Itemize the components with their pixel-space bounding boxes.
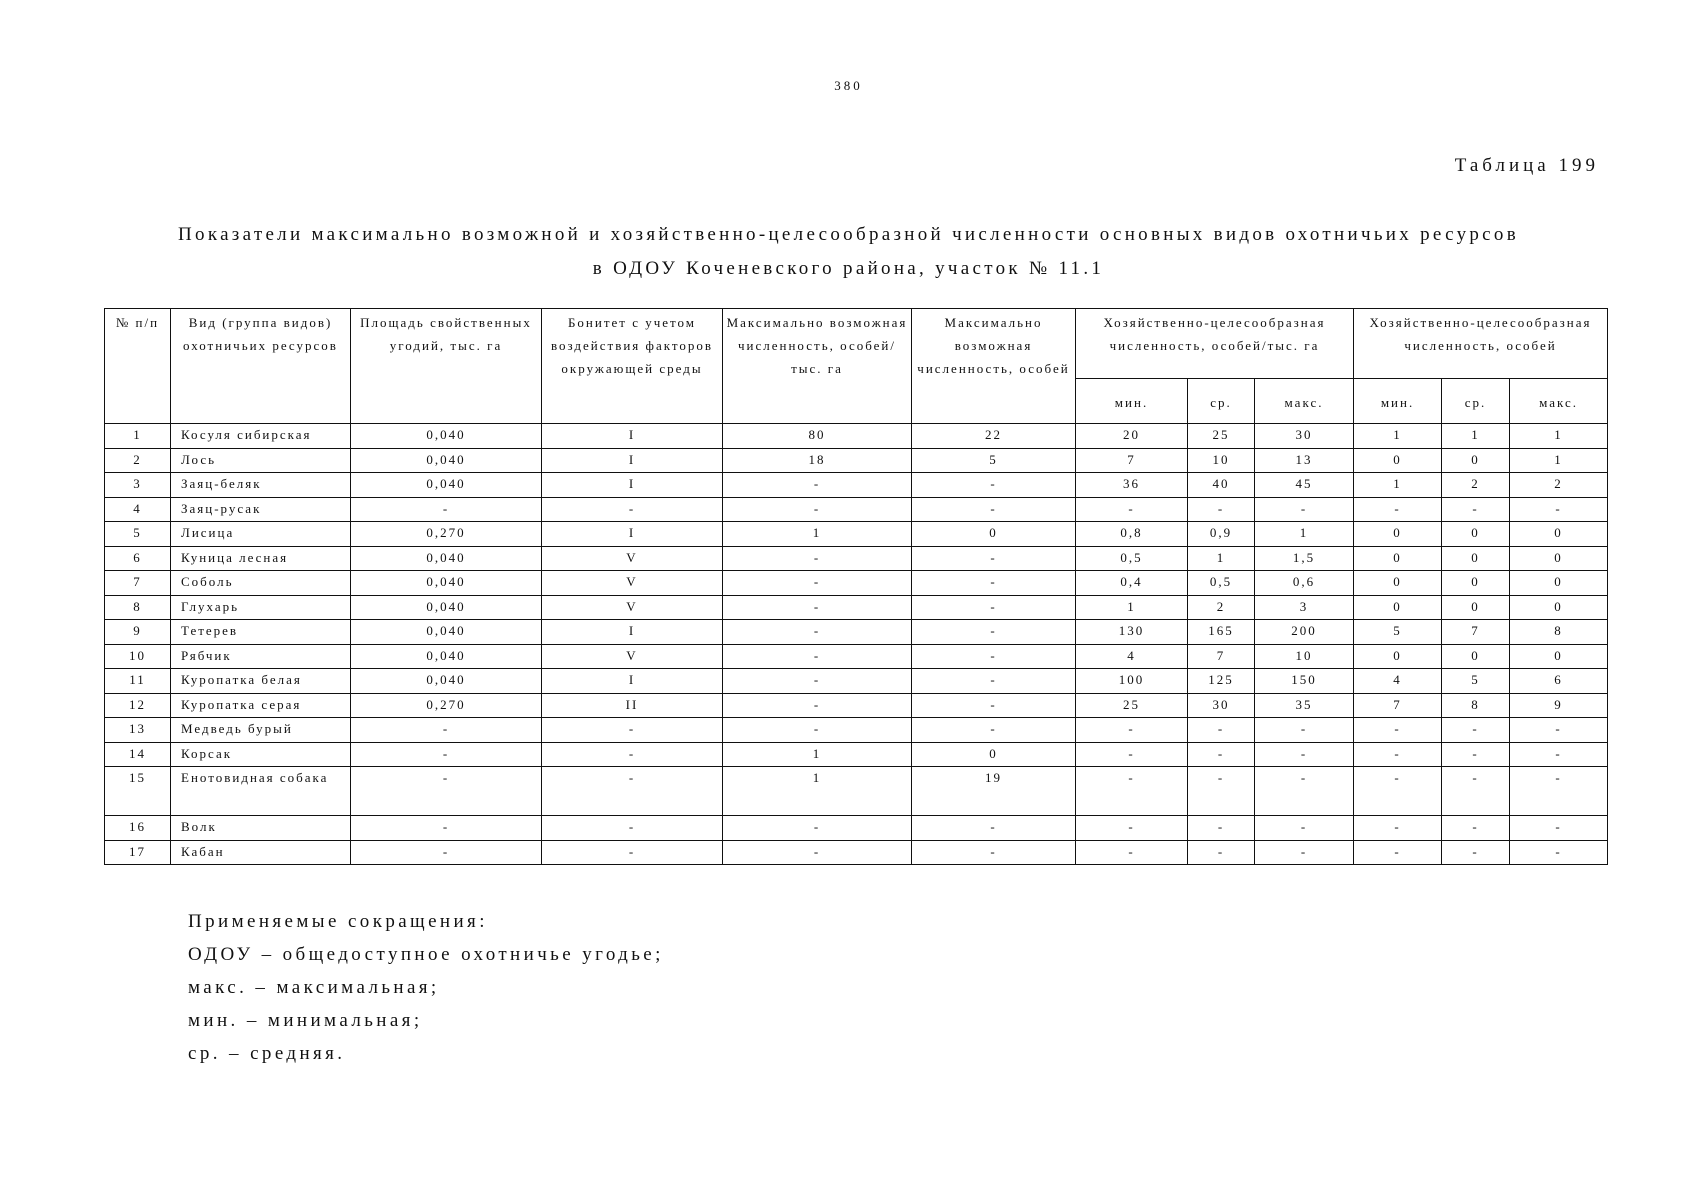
cell-econ-density-avg: 25 [1188,424,1255,449]
cell-species: Волк [171,816,351,841]
cell-econ-density-min: 0,8 [1076,522,1188,547]
cell-max-count: 5 [912,448,1076,473]
cell-econ-count-avg: 0 [1442,595,1510,620]
cell-econ-count-avg: - [1442,718,1510,743]
cell-max-density: - [723,595,912,620]
table-title-line-2: в ОДОУ Коченевского района, участок № 11.1 [592,258,1105,279]
cell-econ-density-min: - [1076,742,1188,767]
cell-econ-count-max: 1 [1510,424,1608,449]
cell-econ-count-max: 0 [1510,522,1608,547]
cell-bonitet: - [542,816,723,841]
cell-num: 15 [105,767,171,816]
cell-num: 5 [105,522,171,547]
cell-area: 0,040 [351,644,542,669]
cell-econ-count-min: 0 [1354,522,1442,547]
cell-econ-count-avg: 5 [1442,669,1510,694]
cell-econ-count-avg: - [1442,497,1510,522]
cell-econ-density-min: 1 [1076,595,1188,620]
notes-heading: Применяемые сокращения: [188,911,488,932]
cell-area: 0,040 [351,669,542,694]
header-max-count: Максимально возможная численность, особей [912,309,1076,424]
cell-bonitet: II [542,693,723,718]
cell-num: 9 [105,620,171,645]
cell-max-density: - [723,473,912,498]
cell-econ-count-avg: 7 [1442,620,1510,645]
cell-bonitet: - [542,767,723,816]
cell-area: 0,040 [351,595,542,620]
cell-max-density: 18 [723,448,912,473]
cell-species: Куница лесная [171,546,351,571]
cell-econ-count-max: 8 [1510,620,1608,645]
cell-econ-count-avg: 0 [1442,644,1510,669]
cell-bonitet: I [542,522,723,547]
cell-species: Тетерев [171,620,351,645]
cell-species: Заяц-беляк [171,473,351,498]
cell-max-density: - [723,644,912,669]
cell-species: Косуля сибирская [171,424,351,449]
cell-econ-count-max: - [1510,497,1608,522]
cell-max-density: - [723,693,912,718]
cell-econ-count-avg: - [1442,767,1510,816]
cell-econ-count-max: 0 [1510,644,1608,669]
cell-econ-count-avg: - [1442,816,1510,841]
table-label: Таблица 199 [1454,155,1599,176]
cell-econ-count-min: 4 [1354,669,1442,694]
cell-num: 8 [105,595,171,620]
cell-species: Соболь [171,571,351,596]
cell-econ-density-avg: 7 [1188,644,1255,669]
cell-bonitet: - [542,718,723,743]
cell-econ-count-min: - [1354,497,1442,522]
cell-max-density: 80 [723,424,912,449]
cell-bonitet: V [542,546,723,571]
cell-econ-density-avg: 165 [1188,620,1255,645]
cell-econ-density-min: - [1076,718,1188,743]
cell-econ-count-max: - [1510,840,1608,865]
cell-econ-count-avg: 0 [1442,522,1510,547]
cell-area: - [351,718,542,743]
cell-max-density: 1 [723,742,912,767]
cell-econ-density-avg: 1 [1188,546,1255,571]
cell-max-count: - [912,644,1076,669]
table-row [105,718,1608,743]
cell-species: Енотовидная собака [171,767,351,816]
cell-econ-density-max: - [1255,840,1354,865]
cell-area: 0,270 [351,522,542,547]
cell-econ-count-min: 0 [1354,644,1442,669]
cell-econ-density-max: 0,6 [1255,571,1354,596]
table-row [105,620,1608,645]
cell-econ-count-min: - [1354,742,1442,767]
cell-species: Лисица [171,522,351,547]
cell-max-count: 0 [912,742,1076,767]
cell-species: Куропатка белая [171,669,351,694]
cell-econ-count-avg: - [1442,840,1510,865]
cell-econ-count-avg: 1 [1442,424,1510,449]
cell-num: 3 [105,473,171,498]
cell-econ-count-min: 0 [1354,546,1442,571]
cell-econ-count-max: 0 [1510,546,1608,571]
cell-max-count: - [912,571,1076,596]
note-max: макс. – максимальная; [188,977,440,998]
cell-econ-density-avg: 2 [1188,595,1255,620]
cell-econ-count-min: 7 [1354,693,1442,718]
cell-area: 0,040 [351,546,542,571]
cell-econ-density-min: 100 [1076,669,1188,694]
cell-econ-count-min: 0 [1354,595,1442,620]
cell-area: 0,270 [351,693,542,718]
cell-species: Куропатка серая [171,693,351,718]
cell-max-count: - [912,669,1076,694]
table-row [105,522,1608,547]
cell-species: Заяц-русак [171,497,351,522]
cell-area: - [351,742,542,767]
cell-area: - [351,840,542,865]
cell-econ-count-max: 1 [1510,448,1608,473]
cell-econ-density-max: 1 [1255,522,1354,547]
cell-econ-density-max: - [1255,742,1354,767]
cell-econ-density-avg: - [1188,840,1255,865]
cell-econ-density-avg: - [1188,497,1255,522]
cell-max-density: - [723,497,912,522]
cell-econ-count-avg: 0 [1442,546,1510,571]
table-row [105,644,1608,669]
cell-bonitet: - [542,742,723,767]
cell-econ-density-max: 45 [1255,473,1354,498]
cell-econ-density-avg: 125 [1188,669,1255,694]
cell-econ-density-min: 7 [1076,448,1188,473]
cell-econ-count-min: - [1354,718,1442,743]
cell-species: Лось [171,448,351,473]
cell-max-density: - [723,718,912,743]
header-area: Площадь свойственных угодий, тыс. га [351,309,542,424]
cell-econ-count-avg: 2 [1442,473,1510,498]
cell-max-count: 0 [912,522,1076,547]
cell-econ-density-avg: - [1188,718,1255,743]
table-row [105,473,1608,498]
table-row [105,669,1608,694]
cell-max-density: - [723,669,912,694]
cell-econ-count-max: - [1510,767,1608,816]
note-odou: ОДОУ – общедоступное охотничье угодье; [188,944,664,965]
header-econ-count: Хозяйственно-целесообразная численность, особей [1354,309,1608,379]
cell-num: 10 [105,644,171,669]
cell-econ-density-avg: 40 [1188,473,1255,498]
table-row [105,424,1608,449]
cell-econ-count-max: - [1510,718,1608,743]
cell-econ-count-avg: - [1442,742,1510,767]
cell-max-count: 22 [912,424,1076,449]
table-body [105,424,1608,865]
cell-econ-density-min: 4 [1076,644,1188,669]
cell-econ-count-min: - [1354,816,1442,841]
header-econ-count-min: мин. [1354,379,1442,424]
cell-area: - [351,816,542,841]
cell-max-density: - [723,816,912,841]
cell-num: 13 [105,718,171,743]
cell-bonitet: - [542,497,723,522]
note-avg: ср. – средняя. [188,1043,346,1064]
cell-econ-density-avg: 0,9 [1188,522,1255,547]
header-num: № п/п [105,309,171,424]
cell-econ-count-max: 2 [1510,473,1608,498]
cell-econ-count-min: 1 [1354,424,1442,449]
cell-max-count: - [912,546,1076,571]
table-row [105,840,1608,865]
abbreviations-notes [188,905,664,1070]
header-econ-density-min: мин. [1076,379,1188,424]
cell-econ-density-min: 0,5 [1076,546,1188,571]
header-bonitet: Бонитет с учетом воздействия факторов окружающей среды [542,309,723,424]
cell-species: Глухарь [171,595,351,620]
cell-econ-count-min: 0 [1354,448,1442,473]
cell-econ-count-max: 0 [1510,595,1608,620]
cell-area: 0,040 [351,424,542,449]
cell-econ-density-min: 25 [1076,693,1188,718]
header-max-density: Максимально возможная численность, особей/тыс. га [723,309,912,424]
page-number: 380 [834,78,863,93]
cell-bonitet: I [542,424,723,449]
cell-max-density: 1 [723,522,912,547]
cell-econ-density-max: 13 [1255,448,1354,473]
cell-econ-density-avg: - [1188,767,1255,816]
cell-econ-density-max: 1,5 [1255,546,1354,571]
cell-num: 16 [105,816,171,841]
cell-area: 0,040 [351,620,542,645]
cell-econ-density-min: 36 [1076,473,1188,498]
cell-econ-density-avg: 10 [1188,448,1255,473]
cell-max-density: - [723,840,912,865]
cell-econ-density-avg: - [1188,742,1255,767]
cell-bonitet: I [542,620,723,645]
cell-area: - [351,767,542,816]
table-title [100,218,1597,286]
cell-econ-count-min: - [1354,767,1442,816]
cell-max-count: - [912,693,1076,718]
cell-econ-density-max: 3 [1255,595,1354,620]
cell-econ-density-max: - [1255,497,1354,522]
cell-area: 0,040 [351,571,542,596]
cell-econ-count-max: - [1510,742,1608,767]
table-row [105,767,1608,816]
cell-econ-count-min: - [1354,840,1442,865]
cell-econ-count-min: 1 [1354,473,1442,498]
table-row [105,448,1608,473]
cell-econ-count-max: - [1510,816,1608,841]
cell-econ-density-max: 10 [1255,644,1354,669]
cell-econ-count-max: 9 [1510,693,1608,718]
cell-econ-density-avg: 0,5 [1188,571,1255,596]
data-table [104,308,1608,865]
table-row [105,571,1608,596]
header-econ-density-avg: ср. [1188,379,1255,424]
cell-econ-count-min: 0 [1354,571,1442,596]
cell-max-count: - [912,816,1076,841]
table-row [105,546,1608,571]
cell-species: Корсак [171,742,351,767]
table-title-line-1: Показатели максимально возможной и хозяйственно-целесообразной численности основных видов охотничьих ресурсов [178,224,1519,245]
cell-max-count: - [912,497,1076,522]
cell-max-count: 19 [912,767,1076,816]
cell-num: 6 [105,546,171,571]
cell-econ-density-min: - [1076,816,1188,841]
cell-econ-density-max: 35 [1255,693,1354,718]
cell-num: 17 [105,840,171,865]
cell-econ-count-avg: 0 [1442,571,1510,596]
cell-econ-density-min: - [1076,497,1188,522]
cell-species: Кабан [171,840,351,865]
cell-num: 1 [105,424,171,449]
cell-num: 12 [105,693,171,718]
cell-econ-density-max: 30 [1255,424,1354,449]
cell-econ-count-avg: 0 [1442,448,1510,473]
table-row [105,497,1608,522]
cell-bonitet: V [542,595,723,620]
cell-area: - [351,497,542,522]
cell-econ-density-min: 20 [1076,424,1188,449]
cell-num: 11 [105,669,171,694]
cell-area: 0,040 [351,448,542,473]
cell-econ-density-avg: - [1188,816,1255,841]
header-econ-density-max: макс. [1255,379,1354,424]
cell-max-count: - [912,718,1076,743]
header-econ-density: Хозяйственно-целесообразная численность, особей/тыс. га [1076,309,1354,379]
cell-max-count: - [912,620,1076,645]
cell-max-density: - [723,620,912,645]
table-row [105,742,1608,767]
cell-max-density: - [723,546,912,571]
cell-econ-count-avg: 8 [1442,693,1510,718]
cell-econ-density-min: 0,4 [1076,571,1188,596]
header-econ-count-max: макс. [1510,379,1608,424]
cell-econ-density-max: - [1255,767,1354,816]
cell-num: 2 [105,448,171,473]
cell-area: 0,040 [351,473,542,498]
cell-econ-count-max: 6 [1510,669,1608,694]
table-row [105,693,1608,718]
table-row [105,816,1608,841]
cell-econ-density-max: 150 [1255,669,1354,694]
note-min: мин. – минимальная; [188,1010,423,1031]
cell-max-count: - [912,840,1076,865]
cell-max-density: 1 [723,767,912,816]
cell-num: 7 [105,571,171,596]
cell-bonitet: V [542,644,723,669]
cell-bonitet: I [542,669,723,694]
cell-species: Рябчик [171,644,351,669]
cell-econ-density-min: 130 [1076,620,1188,645]
cell-bonitet: I [542,473,723,498]
cell-num: 4 [105,497,171,522]
cell-bonitet: I [542,448,723,473]
cell-econ-density-min: - [1076,767,1188,816]
table-row [105,595,1608,620]
cell-max-count: - [912,473,1076,498]
cell-econ-count-max: 0 [1510,571,1608,596]
cell-econ-density-avg: 30 [1188,693,1255,718]
cell-species: Медведь бурый [171,718,351,743]
cell-num: 14 [105,742,171,767]
cell-econ-count-min: 5 [1354,620,1442,645]
cell-econ-density-max: - [1255,816,1354,841]
cell-max-count: - [912,595,1076,620]
cell-econ-density-max: 200 [1255,620,1354,645]
header-econ-count-avg: ср. [1442,379,1510,424]
cell-max-density: - [723,571,912,596]
cell-bonitet: - [542,840,723,865]
cell-econ-density-min: - [1076,840,1188,865]
cell-econ-density-max: - [1255,718,1354,743]
cell-bonitet: V [542,571,723,596]
header-species: Вид (группа видов) охотничьих ресурсов [171,309,351,424]
